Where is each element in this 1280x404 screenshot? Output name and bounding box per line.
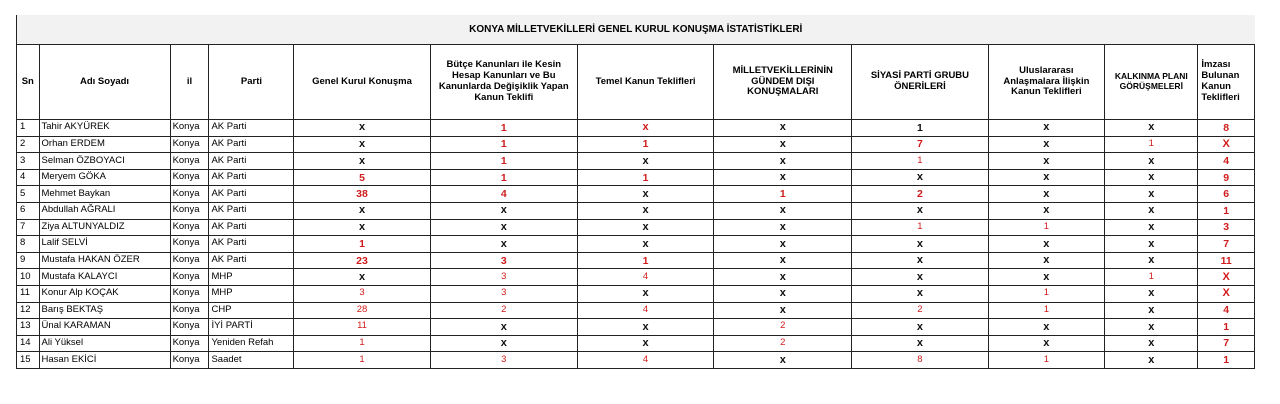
cell-sn: 6 xyxy=(17,202,40,219)
cell-name: Mustafa KALAYCI xyxy=(39,269,170,286)
cell-kalkinma: x xyxy=(1105,252,1198,269)
cell-il: Konya xyxy=(170,153,209,170)
cell-gundem-disi: x xyxy=(714,219,852,236)
cell-genel-kurul: x xyxy=(294,153,430,170)
cell-siyasi-parti: 7 xyxy=(852,136,988,153)
cell-siyasi-parti: x xyxy=(852,269,988,286)
cell-uluslararasi: 1 xyxy=(988,352,1105,369)
cell-kalkinma: x xyxy=(1105,236,1198,253)
cell-imza: X xyxy=(1198,136,1255,153)
cell-butce: 1 xyxy=(430,169,577,186)
cell-sn: 15 xyxy=(17,352,40,369)
cell-sn: 1 xyxy=(17,120,40,137)
cell-il: Konya xyxy=(170,302,209,319)
header-il: il xyxy=(170,45,209,120)
cell-uluslararasi: 1 xyxy=(988,219,1105,236)
cell-kalkinma: x xyxy=(1105,302,1198,319)
cell-gundem-disi: x xyxy=(714,236,852,253)
cell-name: Hasan EKİCİ xyxy=(39,352,170,369)
table-row xyxy=(17,335,1255,352)
cell-uluslararasi: x xyxy=(988,120,1105,137)
cell-genel-kurul: 23 xyxy=(294,252,430,269)
cell-gundem-disi: 2 xyxy=(714,319,852,336)
cell-name: Konur Alp KOÇAK xyxy=(39,285,170,302)
cell-gundem-disi: x xyxy=(714,136,852,153)
cell-imza: 1 xyxy=(1198,319,1255,336)
cell-temel: 1 xyxy=(578,169,714,186)
cell-imza: 11 xyxy=(1198,252,1255,269)
cell-kalkinma: x xyxy=(1105,202,1198,219)
cell-imza: 1 xyxy=(1198,352,1255,369)
cell-parti: Saadet xyxy=(209,352,294,369)
cell-imza: 3 xyxy=(1198,219,1255,236)
cell-parti: AK Parti xyxy=(209,236,294,253)
table-row xyxy=(17,219,1255,236)
cell-temel: 4 xyxy=(578,302,714,319)
cell-sn: 13 xyxy=(17,319,40,336)
cell-gundem-disi: 1 xyxy=(714,186,852,203)
cell-gundem-disi: x xyxy=(714,285,852,302)
cell-kalkinma: x xyxy=(1105,186,1198,203)
cell-siyasi-parti: 2 xyxy=(852,186,988,203)
cell-parti: AK Parti xyxy=(209,202,294,219)
cell-imza: 1 xyxy=(1198,202,1255,219)
cell-imza: 6 xyxy=(1198,186,1255,203)
cell-uluslararasi: x xyxy=(988,319,1105,336)
cell-genel-kurul: x xyxy=(294,202,430,219)
cell-imza: 4 xyxy=(1198,153,1255,170)
cell-uluslararasi: 1 xyxy=(988,285,1105,302)
cell-name: Lalif SELVİ xyxy=(39,236,170,253)
header-uluslararasi: Uluslararası Anlaşmalara İlişkin Kanun Teklifleri xyxy=(988,45,1105,120)
cell-genel-kurul: 28 xyxy=(294,302,430,319)
cell-uluslararasi: x xyxy=(988,169,1105,186)
cell-sn: 5 xyxy=(17,186,40,203)
cell-uluslararasi: x xyxy=(988,335,1105,352)
header-butce: Bütçe Kanunları ile Kesin Hesap Kanunları ve Bu Kanunlarda Değişiklik Yapan Kanun Teklifi xyxy=(430,45,577,120)
statistics-table-container xyxy=(16,15,1255,369)
cell-parti: MHP xyxy=(209,285,294,302)
cell-temel: x xyxy=(578,153,714,170)
cell-uluslararasi: x xyxy=(988,252,1105,269)
cell-sn: 3 xyxy=(17,153,40,170)
cell-parti: MHP xyxy=(209,269,294,286)
cell-sn: 8 xyxy=(17,236,40,253)
cell-butce: 1 xyxy=(430,153,577,170)
cell-imza: X xyxy=(1198,285,1255,302)
cell-genel-kurul: 11 xyxy=(294,319,430,336)
table-row xyxy=(17,136,1255,153)
cell-temel: x xyxy=(578,202,714,219)
cell-siyasi-parti: x xyxy=(852,236,988,253)
cell-butce: x xyxy=(430,219,577,236)
cell-name: Ali Yüksel xyxy=(39,335,170,352)
title-row xyxy=(17,15,1255,45)
table-row xyxy=(17,186,1255,203)
cell-temel: x xyxy=(578,120,714,137)
cell-genel-kurul: x xyxy=(294,136,430,153)
cell-name: Mehmet Baykan xyxy=(39,186,170,203)
header-gundem-disi: MİLLETVEKİLLERİNİN GÜNDEM DIŞI KONUŞMALARI xyxy=(714,45,852,120)
cell-temel: x xyxy=(578,319,714,336)
cell-il: Konya xyxy=(170,186,209,203)
cell-butce: x xyxy=(430,319,577,336)
cell-gundem-disi: x xyxy=(714,169,852,186)
cell-name: Tahir AKYÜREK xyxy=(39,120,170,137)
cell-temel: 4 xyxy=(578,269,714,286)
cell-il: Konya xyxy=(170,335,209,352)
cell-imza: 8 xyxy=(1198,120,1255,137)
cell-sn: 4 xyxy=(17,169,40,186)
cell-temel: x xyxy=(578,236,714,253)
cell-butce: 3 xyxy=(430,269,577,286)
cell-genel-kurul: 1 xyxy=(294,236,430,253)
cell-kalkinma: 1 xyxy=(1105,269,1198,286)
cell-kalkinma: x xyxy=(1105,219,1198,236)
cell-gundem-disi: x xyxy=(714,202,852,219)
cell-genel-kurul: 3 xyxy=(294,285,430,302)
header-name: Adı Soyadı xyxy=(39,45,170,120)
cell-il: Konya xyxy=(170,169,209,186)
cell-kalkinma: x xyxy=(1105,335,1198,352)
cell-name: Selman ÖZBOYACI xyxy=(39,153,170,170)
cell-name: Orhan ERDEM xyxy=(39,136,170,153)
cell-gundem-disi: x xyxy=(714,352,852,369)
cell-siyasi-parti: x xyxy=(852,169,988,186)
header-parti: Parti xyxy=(209,45,294,120)
cell-uluslararasi: 1 xyxy=(988,302,1105,319)
table-row xyxy=(17,269,1255,286)
cell-gundem-disi: 2 xyxy=(714,335,852,352)
cell-name: Ünal KARAMAN xyxy=(39,319,170,336)
cell-name: Meryem GÖKA xyxy=(39,169,170,186)
cell-siyasi-parti: x xyxy=(852,202,988,219)
table-body xyxy=(17,120,1255,369)
cell-kalkinma: x xyxy=(1105,169,1198,186)
header-sn: Sn xyxy=(17,45,40,120)
cell-siyasi-parti: 2 xyxy=(852,302,988,319)
cell-siyasi-parti: 8 xyxy=(852,352,988,369)
table-row xyxy=(17,236,1255,253)
cell-parti: AK Parti xyxy=(209,169,294,186)
cell-il: Konya xyxy=(170,120,209,137)
cell-il: Konya xyxy=(170,319,209,336)
cell-kalkinma: x xyxy=(1105,319,1198,336)
cell-butce: 2 xyxy=(430,302,577,319)
table-row xyxy=(17,319,1255,336)
header-genel-kurul: Genel Kurul Konuşma xyxy=(294,45,430,120)
cell-siyasi-parti: x xyxy=(852,319,988,336)
cell-butce: x xyxy=(430,202,577,219)
header-row xyxy=(17,45,1255,120)
cell-butce: x xyxy=(430,335,577,352)
cell-uluslararasi: x xyxy=(988,186,1105,203)
table-row xyxy=(17,202,1255,219)
cell-parti: AK Parti xyxy=(209,219,294,236)
cell-kalkinma: x xyxy=(1105,153,1198,170)
header-kalkinma: KALKINMA PLANI GÖRÜŞMELERİ xyxy=(1105,45,1198,120)
cell-kalkinma: x xyxy=(1105,352,1198,369)
cell-uluslararasi: x xyxy=(988,136,1105,153)
cell-temel: x xyxy=(578,219,714,236)
cell-il: Konya xyxy=(170,352,209,369)
cell-siyasi-parti: x xyxy=(852,335,988,352)
cell-il: Konya xyxy=(170,285,209,302)
cell-sn: 10 xyxy=(17,269,40,286)
cell-sn: 14 xyxy=(17,335,40,352)
cell-imza: 9 xyxy=(1198,169,1255,186)
cell-temel: x xyxy=(578,285,714,302)
cell-siyasi-parti: x xyxy=(852,252,988,269)
cell-temel: x xyxy=(578,335,714,352)
cell-gundem-disi: x xyxy=(714,269,852,286)
table-row xyxy=(17,252,1255,269)
cell-parti: İYİ PARTİ xyxy=(209,319,294,336)
cell-genel-kurul: 1 xyxy=(294,352,430,369)
header-temel: Temel Kanun Teklifleri xyxy=(578,45,714,120)
cell-butce: 3 xyxy=(430,352,577,369)
cell-genel-kurul: x xyxy=(294,120,430,137)
cell-siyasi-parti: 1 xyxy=(852,120,988,137)
cell-siyasi-parti: 1 xyxy=(852,219,988,236)
cell-kalkinma: 1 xyxy=(1105,136,1198,153)
cell-parti: Yeniden Refah xyxy=(209,335,294,352)
cell-gundem-disi: x xyxy=(714,252,852,269)
table-row xyxy=(17,302,1255,319)
cell-temel: 1 xyxy=(578,136,714,153)
cell-gundem-disi: x xyxy=(714,153,852,170)
cell-imza: X xyxy=(1198,269,1255,286)
cell-imza: 4 xyxy=(1198,302,1255,319)
table-title: KONYA MİLLETVEKİLLERİ GENEL KURUL KONUŞMA İSTATİSTİKLERİ xyxy=(17,15,1255,45)
cell-sn: 12 xyxy=(17,302,40,319)
cell-kalkinma: x xyxy=(1105,120,1198,137)
cell-genel-kurul: x xyxy=(294,219,430,236)
cell-uluslararasi: x xyxy=(988,202,1105,219)
cell-uluslararasi: x xyxy=(988,153,1105,170)
cell-butce: 3 xyxy=(430,285,577,302)
cell-uluslararasi: x xyxy=(988,236,1105,253)
cell-gundem-disi: x xyxy=(714,302,852,319)
cell-gundem-disi: x xyxy=(714,120,852,137)
cell-name: Barış BEKTAŞ xyxy=(39,302,170,319)
table-row xyxy=(17,352,1255,369)
header-siyasi-parti: SİYASİ PARTİ GRUBU ÖNERİLERİ xyxy=(852,45,988,120)
cell-sn: 9 xyxy=(17,252,40,269)
cell-siyasi-parti: x xyxy=(852,285,988,302)
table-row xyxy=(17,153,1255,170)
cell-il: Konya xyxy=(170,202,209,219)
cell-imza: 7 xyxy=(1198,335,1255,352)
cell-il: Konya xyxy=(170,236,209,253)
cell-siyasi-parti: 1 xyxy=(852,153,988,170)
cell-temel: x xyxy=(578,186,714,203)
cell-kalkinma: x xyxy=(1105,285,1198,302)
table-row xyxy=(17,285,1255,302)
cell-temel: 1 xyxy=(578,252,714,269)
cell-genel-kurul: 5 xyxy=(294,169,430,186)
cell-il: Konya xyxy=(170,252,209,269)
cell-name: Mustafa HAKAN ÖZER xyxy=(39,252,170,269)
cell-butce: 1 xyxy=(430,120,577,137)
cell-genel-kurul: 38 xyxy=(294,186,430,203)
cell-uluslararasi: x xyxy=(988,269,1105,286)
cell-temel: 4 xyxy=(578,352,714,369)
statistics-table xyxy=(16,15,1255,369)
cell-imza: 7 xyxy=(1198,236,1255,253)
cell-butce: 1 xyxy=(430,136,577,153)
cell-parti: AK Parti xyxy=(209,120,294,137)
cell-parti: CHP xyxy=(209,302,294,319)
cell-parti: AK Parti xyxy=(209,252,294,269)
cell-parti: AK Parti xyxy=(209,136,294,153)
table-row xyxy=(17,120,1255,137)
cell-name: Abdullah AĞRALI xyxy=(39,202,170,219)
cell-butce: 4 xyxy=(430,186,577,203)
cell-il: Konya xyxy=(170,136,209,153)
cell-parti: AK Parti xyxy=(209,186,294,203)
cell-il: Konya xyxy=(170,269,209,286)
table-row xyxy=(17,169,1255,186)
cell-name: Ziya ALTUNYALDIZ xyxy=(39,219,170,236)
cell-sn: 2 xyxy=(17,136,40,153)
cell-genel-kurul: 1 xyxy=(294,335,430,352)
cell-genel-kurul: x xyxy=(294,269,430,286)
cell-butce: x xyxy=(430,236,577,253)
header-imza: İmzası Bulunan Kanun Teklifleri xyxy=(1198,45,1255,120)
cell-butce: 3 xyxy=(430,252,577,269)
cell-il: Konya xyxy=(170,219,209,236)
cell-sn: 11 xyxy=(17,285,40,302)
cell-sn: 7 xyxy=(17,219,40,236)
cell-parti: AK Parti xyxy=(209,153,294,170)
